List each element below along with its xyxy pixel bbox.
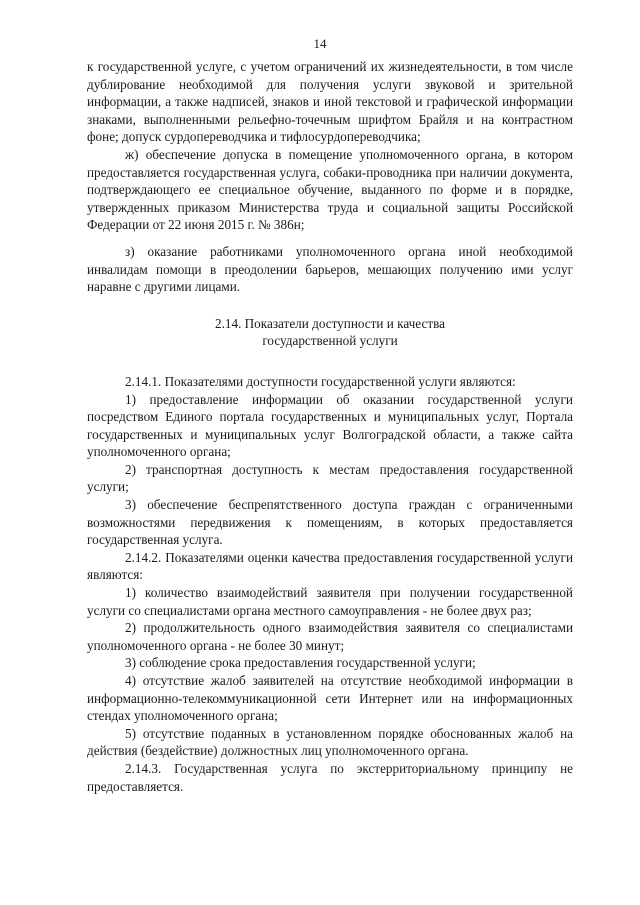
- document-body: [87, 58, 573, 795]
- paragraph-2-14-2-item-3: 3) соблюдение срока предоставления государственной услуги;: [125, 655, 476, 671]
- section-heading: [87, 315, 573, 350]
- paragraph-item-z: з) оказание работниками уполномоченного органа иной необходимой инвалидам помощи в преодолении барьеров, мешающих получению ими услуг наравне с другими лицами.: [87, 243, 573, 295]
- paragraph-2-14-2-item-5: 5) отсутствие поданных в установленном порядке обоснованных жалоб на действия (бездействие) должностных лиц уполномоченного органа.: [87, 725, 573, 759]
- paragraph-2-14-1-item-2: 2) транспортная доступность к местам предоставления государственной услуги;: [87, 461, 573, 495]
- paragraph-2-14-3: 2.14.3. Государственная услуга по экстерриториальному принципу не предоставляется.: [87, 760, 573, 794]
- paragraph-2-14-2: 2.14.2. Показателями оценки качества предоставления государственной услуги являются:: [87, 549, 573, 583]
- paragraph-2-14-1-item-3: 3) обеспечение беспрепятственного доступа граждан с ограниченными возможностями передвижения к помещениям, в которых предоставляется государственная услуга.: [87, 497, 573, 548]
- paragraph-2-14-2-item-1: 1) количество взаимодействий заявителя при получении государственной услуги со специалистами органа местного самоуправления - не более двух раз;: [87, 585, 573, 618]
- paragraph-2-14-2-item-4: 4) отсутствие жалоб заявителей на отсутствие необходимой информации в информационно-телекоммуникационной сети Интернет или на информационных стендах уполномоченного органа;: [87, 673, 573, 724]
- paragraph-2-14-1: 2.14.1. Показателями доступности государственной услуги являются:: [125, 373, 516, 389]
- paragraph-2-14-2-item-2: 2) продолжительность одного взаимодействия заявителя со специалистами уполномоченного органа - не более 30 минут;: [87, 620, 573, 653]
- paragraph-2-14-1-item-1: 1) предоставление информации об оказании государственной услуги посредством Единого портала государственных и муниципальных услуг, Портала государственных и муниципальных услуг Волгоградской области, а также сайта уполномоченного органа;: [87, 391, 573, 460]
- paragraph-item-zh: ж) обеспечение допуска в помещение уполномоченного органа, в котором предоставляется государственная услуга, собаки-проводника при наличии документа, подтверждающего ее специальное обучение, выданного по форме и в порядке, утвержденных приказом Министерства труда и социальной защиты Российской Федерации от 22 июня 2015 г. № 386н;: [87, 146, 573, 233]
- section-heading-line-1: 2.14. Показатели доступности и качества: [214, 315, 446, 331]
- paragraph-accessibility-continuation: к государственной услуге, с учетом ограничений их жизнедеятельности, в том числе дублирование необходимой для получения услуги звуковой и зрительной информации, а также надписей, знаков и иной текстовой и графической информации знаками, выполненными рельефно-точечным шрифтом Брайля и на контрастном фоне; допуск сурдопереводчика и тифлосурдопереводчика;: [87, 59, 573, 145]
- page-number: 14: [313, 36, 327, 51]
- section-heading-line-2: государственной услуги: [262, 333, 398, 349]
